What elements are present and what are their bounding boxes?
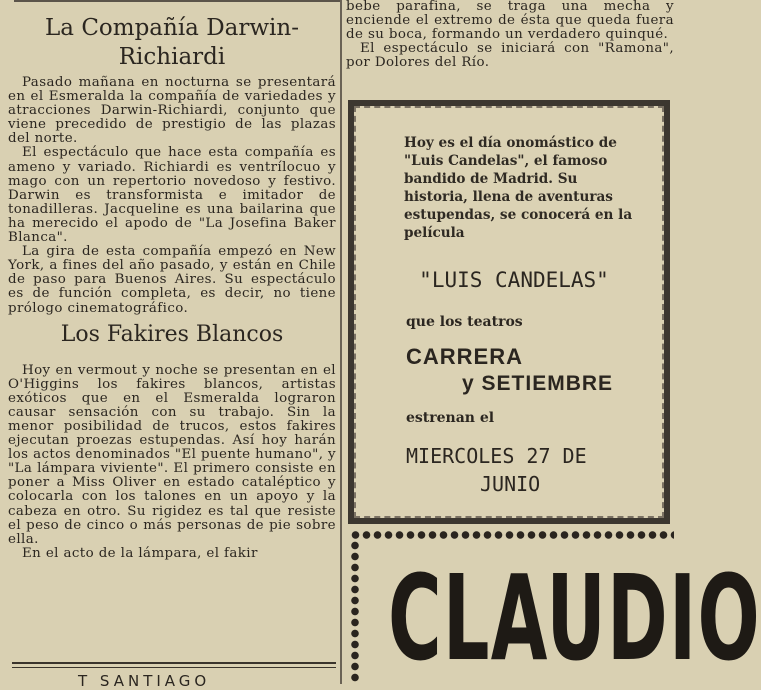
premiere-date-line1: MIERCOLES 27 DE	[406, 444, 587, 468]
ad-estrenan-text: estrenan el	[406, 410, 495, 426]
article-title-darwin-richiardi: La Compañía Darwin-Richiardi	[45, 15, 299, 70]
article-body-fakires	[8, 364, 336, 561]
paragraph: El espectáculo se iniciará con "Ramona", por Dolores del Río.	[346, 41, 674, 71]
article-body-darwin-richiardi	[8, 76, 336, 316]
paragraph: Pasado mañana en nocturna se presentará en el Esmeralda la compañía de variedades y atracciones Darwin-Richiardi, conjunto que viene precedido de prestigio de las plazas del norte.	[8, 75, 336, 147]
paragraph: La gira de esta compañía empezó en New York, a fines del año pasado, y están en Chile de paso para Buenos Aires. Su espectáculo es de función completa, es decir, no tiene prólogo cinematográfico.	[8, 244, 336, 316]
truncated-heading: T SANTIAGO	[78, 672, 211, 690]
right-column	[346, 0, 761, 687]
paragraph: Hoy en vermout y noche se presentan en el O'Higgins los fakires blancos, artistas exóticos que en el Esmeralda lograron causar sensación con su trabajo. Sin la menor posibilidad de trucos, estos fakires ejecutan proezas estupendas. Así hoy harán los actos denominados "El puente humano", y "La lámpara viviente". El primero consiste en poner a Miss Oliver en estado cataléptico y colocarla con los talones en un apoyo y la cabeza en otro. Su rigidez es tal que resiste el peso de cinco o más personas de pie sobre ella.	[8, 362, 336, 547]
paragraph: El espectáculo que hace esta compañía es ameno y variado. Richiardi es ventrílocuo y mago con un repertorio novedoso y festivo. Darwin es transformista e imitador de tonadilleras. Jacqueline es una bailarina que ha merecido el apodo de "La Josefina Baker Blanca".	[8, 145, 336, 246]
bottom-divider	[12, 662, 336, 668]
theater-carrera: CARRERA	[406, 344, 523, 369]
ad-que-text: que los teatros	[406, 314, 523, 330]
paragraph: En el acto de la lámpara, el fakir	[22, 545, 258, 561]
dotted-border-top	[350, 530, 674, 540]
top-rule	[14, 0, 340, 2]
claudio-headline: CLAUDIO	[388, 549, 761, 687]
continuation-text	[346, 0, 674, 70]
premiere-date-line2: JUNIO	[480, 472, 541, 496]
article-title-fakires: Los Fakires Blancos	[60, 321, 284, 347]
paragraph: bebe parafina, se traga una mecha y enciende el extremo de ésta que queda fuera de su boca, formando un verdadero quinqué.	[346, 0, 674, 43]
ad-lead-text: Hoy es el día onomástico de "Luis Candelas", el famoso bandido de Madrid. Su historia, llena de aventuras estupendas, se conocerá en la película	[404, 135, 633, 241]
theater-setiembre: y SETIEMBRE	[462, 372, 614, 395]
film-title: "LUIS CANDELAS"	[419, 268, 609, 292]
left-column	[8, 0, 336, 690]
dotted-border-left	[350, 540, 360, 684]
film-advertisement	[348, 100, 670, 524]
column-divider	[340, 0, 342, 684]
